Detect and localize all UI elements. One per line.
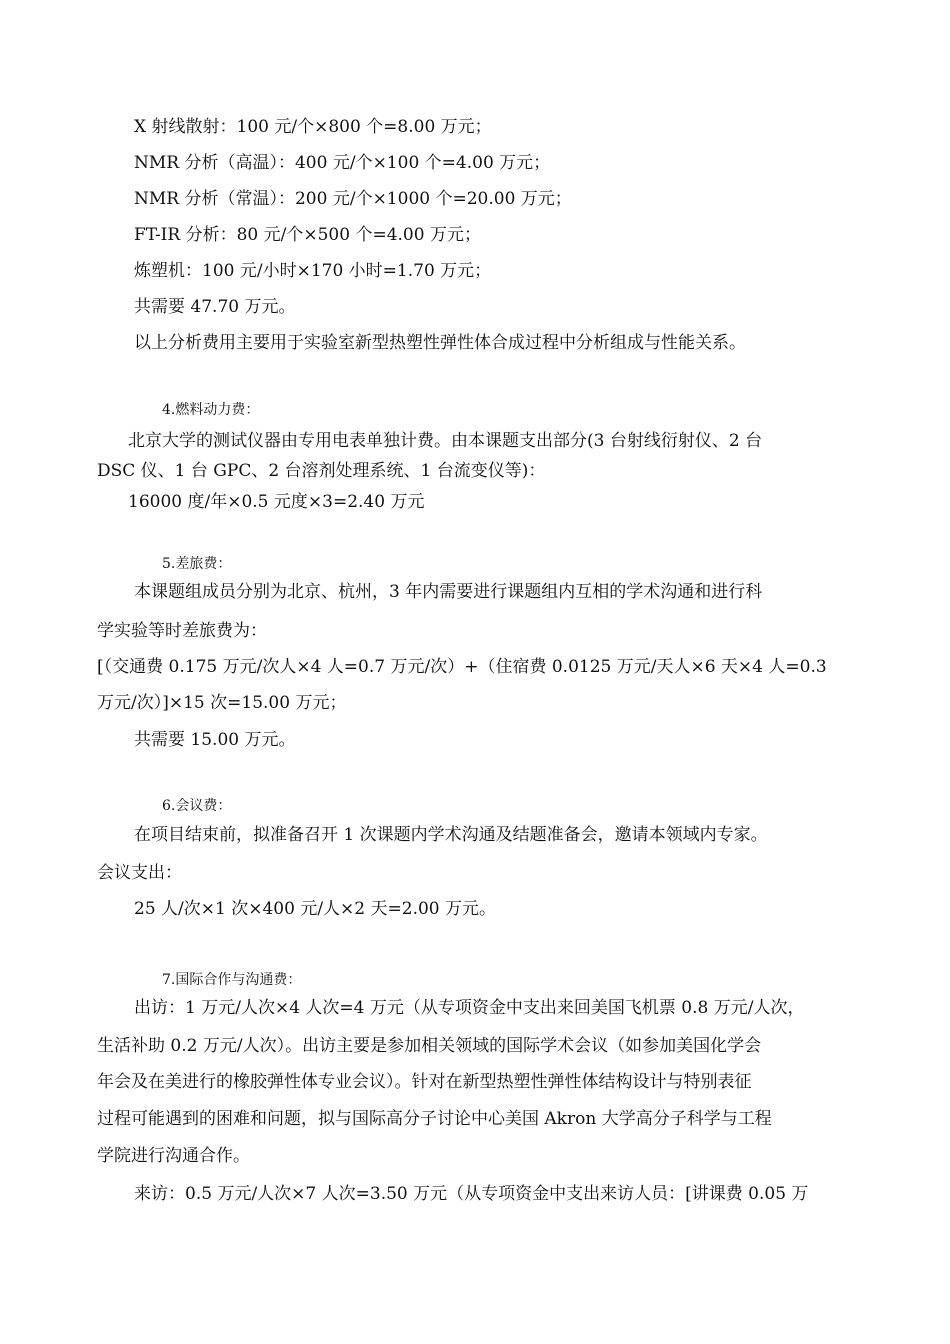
intl-paragraph-line-4: 过程可能遇到的困难和问题，拟与国际高分子讨论中心美国 Akron 大学高分子科学与工程: [97, 1109, 772, 1129]
travel-paragraph-line-2: 学实验等时差旅费为：: [97, 621, 267, 641]
analysis-item-xray: X 射线散射：100 元/个×800 个=8.00 万元；: [134, 117, 492, 137]
fuel-paragraph-line-1: 北京大学的测试仪器由专用电表单独计费。由本课题支出部分(3 台射线衍射仪、2 台: [128, 431, 763, 451]
analysis-item-nmr-high: NMR 分析（高温）：400 元/个×100 个=4.00 万元；: [134, 153, 551, 173]
travel-total: 共需要 15.00 万元。: [134, 730, 296, 750]
intl-paragraph-line-5: 学院进行沟通合作。: [97, 1146, 250, 1166]
intl-paragraph-line-2: 生活补助 0.2 万元/人次）。出访主要是参加相关领域的国际学术会议（如参加美国化学会: [97, 1036, 762, 1056]
fuel-heading: 4.燃料动力费：: [162, 402, 260, 418]
analysis-total: 共需要 47.70 万元。: [134, 297, 296, 317]
travel-paragraph-line-1: 本课题组成员分别为北京、杭州，3 年内需要进行课题组内互相的学术沟通和进行科: [134, 582, 763, 602]
analysis-item-ftir: FT-IR 分析：80 元/个×500 个=4.00 万元；: [134, 225, 481, 245]
travel-heading: 5.差旅费：: [162, 556, 232, 572]
intl-paragraph-line-1: 出访：1 万元/人次×4 人次=4 万元（从专项资金中支出来回美国飞机票 0.8 万元/人次，: [134, 998, 805, 1018]
analysis-note: 以上分析费用主要用于实验室新型热塑性弹性体合成过程中分析组成与性能关系。: [134, 333, 746, 353]
meeting-paragraph-line-2: 会议支出：: [97, 863, 182, 883]
intl-paragraph-line-3: 年会及在美进行的橡胶弹性体专业会议）。针对在新型热塑性弹性体结构设计与特别表征: [97, 1072, 752, 1092]
intl-heading: 7.国际合作与沟通费：: [162, 972, 302, 988]
intl-paragraph-line-6: 来访：0.5 万元/人次×7 人次=3.50 万元（从专项资金中支出来访人员：[讲课费 0.05 万: [134, 1184, 809, 1204]
travel-formula-line-1: [（交通费 0.175 万元/次人×4 人=0.7 万元/次）+（住宿费 0.0125 万元/天人×6 天×4 人=0.3: [97, 657, 827, 677]
meeting-paragraph-line-1: 在项目结束前，拟准备召开 1 次课题内学术沟通及结题准备会，邀请本领域内专家。: [134, 825, 768, 845]
analysis-item-mill: 炼塑机：100 元/小时×170 小时=1.70 万元；: [134, 261, 492, 281]
fuel-paragraph-line-2: DSC 仪、1 台 GPC、2 台溶剂处理系统、1 台流变仪等)：: [97, 461, 546, 481]
meeting-formula: 25 人/次×1 次×400 元/人×2 天=2.00 万元。: [134, 899, 497, 919]
travel-formula-line-2: 万元/次）]×15 次=15.00 万元；: [97, 693, 347, 713]
fuel-formula: 16000 度/年×0.5 元度×3=2.40 万元: [128, 492, 425, 512]
analysis-item-nmr-normal: NMR 分析（常温）：200 元/个×1000 个=20.00 万元；: [134, 189, 572, 209]
meeting-heading: 6.会议费：: [162, 798, 232, 814]
